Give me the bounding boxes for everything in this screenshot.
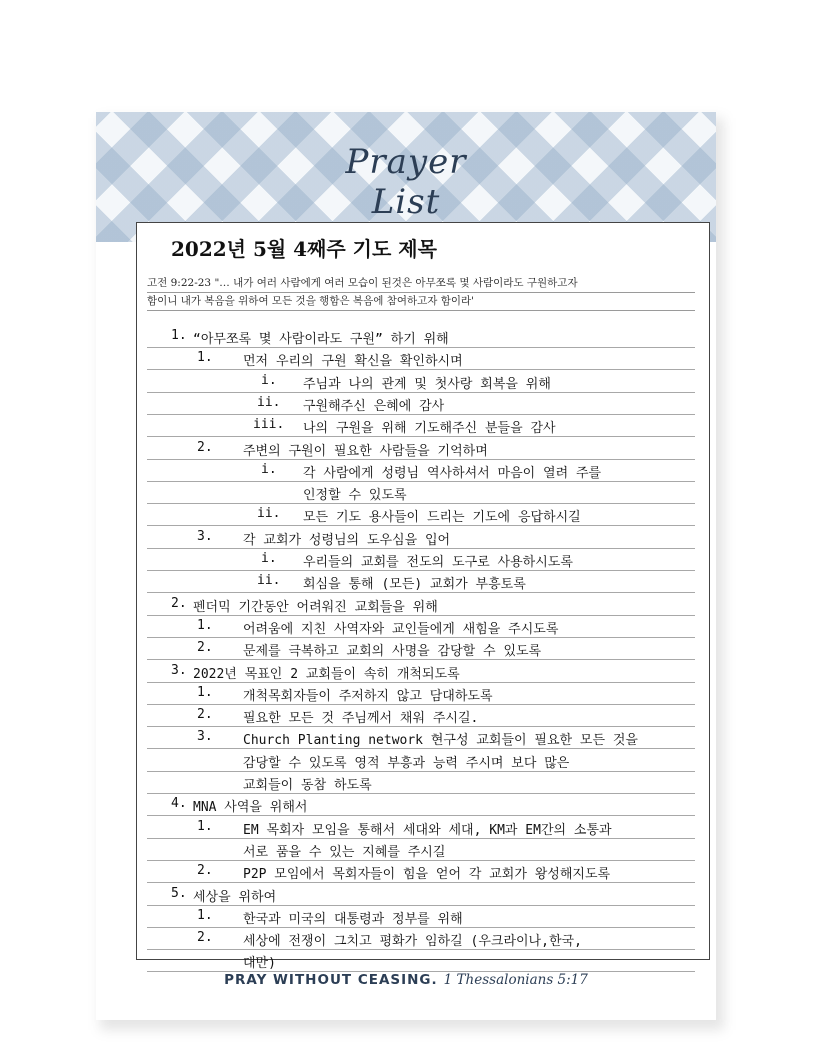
prayer-line xyxy=(147,481,695,504)
prayer-line xyxy=(147,392,695,415)
item-text: EM 목회자 모임을 통해서 세대와 세대, KM과 EM간의 소통과 xyxy=(243,822,612,838)
prayer-line xyxy=(147,771,695,794)
item-text: 모든 기도 용사들이 드리는 기도에 응답하시길 xyxy=(303,510,581,526)
item-text: MNA 사역을 위해서 xyxy=(193,800,308,816)
item-number: ii. xyxy=(257,573,281,589)
prayer-line xyxy=(147,459,695,482)
item-number: 4. xyxy=(171,796,187,812)
item-text: 인정할 수 있도록 xyxy=(303,488,407,504)
item-text: 교회들이 동참 하도록 xyxy=(243,778,372,793)
item-text: P2P 모임에서 목회자들이 힘을 얻어 각 교회가 왕성해지도록 xyxy=(243,867,611,883)
item-number: 3. xyxy=(197,729,213,745)
prayer-line xyxy=(147,526,695,549)
item-text: 구원해주신 은혜에 감사 xyxy=(303,398,445,414)
item-number: 2. xyxy=(171,595,187,611)
prayer-line xyxy=(147,503,695,526)
prayer-line xyxy=(147,593,695,616)
prayer-line xyxy=(147,860,695,883)
item-text: 세상에 전쟁이 그치고 평화가 임하길 (우크라이나,한국, xyxy=(243,934,582,950)
verse-line: 함이니 내가 복음을 위하여 모든 것을 행함은 복음에 참여하고자 함이라' xyxy=(147,293,695,311)
item-number: 1. xyxy=(197,818,213,834)
banner-title: Prayer List xyxy=(345,142,467,222)
item-text: 먼저 우리의 구원 확신을 확인하시며 xyxy=(243,354,463,370)
item-text: 세상을 위하여 xyxy=(193,889,277,905)
item-text: 주변의 구원이 필요한 사람들을 기억하며 xyxy=(243,443,488,459)
prayer-line xyxy=(147,793,695,816)
prayer-line xyxy=(147,325,695,348)
prayer-line xyxy=(147,704,695,727)
prayer-line xyxy=(147,838,695,861)
item-number: i. xyxy=(261,551,277,566)
item-number: 2. xyxy=(197,439,213,455)
item-text: “아무쪼록 몇 사람이라도 구원” 하기 위해 xyxy=(193,332,449,347)
item-text: 감당할 수 있도록 영적 부흥과 능력 주시며 보다 많은 xyxy=(243,755,570,771)
page-title: 2022년 5월 4째주 기도 제목 xyxy=(171,237,437,261)
item-text: Church Planting network 현구성 교회들이 필요한 모든 것을 xyxy=(243,733,638,749)
item-text: 각 교회가 성령님의 도우심을 입어 xyxy=(243,532,451,548)
prayer-line xyxy=(147,347,695,370)
verse-line: 고전 9:22-23 "… 내가 여러 사람에게 여러 모습이 된것은 아무쪼록 몇 사람이라도 구원하고자 xyxy=(147,275,695,293)
prayer-line xyxy=(147,370,695,393)
footer xyxy=(96,972,716,988)
item-text: 우리들의 교회를 전도의 도구로 사용하시도록 xyxy=(303,555,573,570)
item-number: ii. xyxy=(257,506,281,522)
item-number: 1. xyxy=(197,684,213,700)
footer-ref: 1 Thessalonians 5:17 xyxy=(443,972,588,988)
item-text: 필요한 모든 것 주님께서 채워 주시길. xyxy=(243,711,479,727)
item-number: 2. xyxy=(197,707,213,723)
item-number: 1. xyxy=(197,617,213,633)
prayer-line xyxy=(147,637,695,660)
prayer-line xyxy=(147,949,695,972)
item-text: 각 사람에게 성령님 역사하셔서 마음이 열려 주를 xyxy=(303,465,602,481)
item-text: 2022년 목표인 2 교회들이 속히 개척되도록 xyxy=(193,666,460,682)
item-text: 개척목회자들이 주저하지 않고 담대하도록 xyxy=(243,688,493,704)
item-text: 펜더믹 기간동안 어려워진 교회들을 위해 xyxy=(193,599,438,615)
prayer-line xyxy=(147,682,695,705)
prayer-line xyxy=(147,615,695,638)
item-number: 1. xyxy=(171,328,187,343)
prayer-line xyxy=(147,437,695,460)
item-number: 2. xyxy=(197,863,213,879)
item-number: 2. xyxy=(197,640,213,656)
prayer-list-card xyxy=(96,112,716,1020)
item-number: iii. xyxy=(253,417,285,433)
item-number: 3. xyxy=(197,528,213,544)
prayer-line xyxy=(147,927,695,950)
item-number: 2. xyxy=(197,930,213,946)
item-text: 서로 품을 수 있는 지혜를 주시길 xyxy=(243,844,446,860)
prayer-line xyxy=(147,726,695,749)
item-number: 5. xyxy=(171,885,187,901)
bible-verse xyxy=(147,275,695,311)
prayer-line xyxy=(147,905,695,928)
item-number: ii. xyxy=(257,394,281,410)
item-text: 문제를 극복하고 교회의 사명을 감당할 수 있도록 xyxy=(243,644,542,660)
prayer-line xyxy=(147,749,695,772)
item-text: 대만) xyxy=(243,956,276,972)
prayer-line xyxy=(147,660,695,683)
prayer-line xyxy=(147,883,695,906)
item-number: i. xyxy=(261,372,277,388)
item-number: 3. xyxy=(171,662,187,678)
prayer-line xyxy=(147,570,695,593)
prayer-line xyxy=(147,816,695,839)
banner xyxy=(306,142,506,222)
item-number: 1. xyxy=(197,907,213,923)
item-number: 1. xyxy=(197,350,213,366)
item-text: 어려움에 지친 사역자와 교인들에게 새힘을 주시도록 xyxy=(243,621,559,637)
prayer-sheet xyxy=(136,222,710,972)
item-text: 한국과 미국의 대통령과 정부를 위해 xyxy=(243,911,463,927)
item-text: 나의 구원을 위해 기도해주신 분들을 감사 xyxy=(303,421,556,437)
item-text: 회심을 통해 (모든) 교회가 부흥토록 xyxy=(303,577,526,593)
item-text: 주님과 나의 관계 및 첫사랑 회복을 위해 xyxy=(303,376,551,392)
prayer-line xyxy=(147,548,695,571)
prayer-line xyxy=(147,414,695,437)
item-number: i. xyxy=(261,461,277,477)
footer-main: PRAY WITHOUT CEASING. xyxy=(224,972,438,988)
